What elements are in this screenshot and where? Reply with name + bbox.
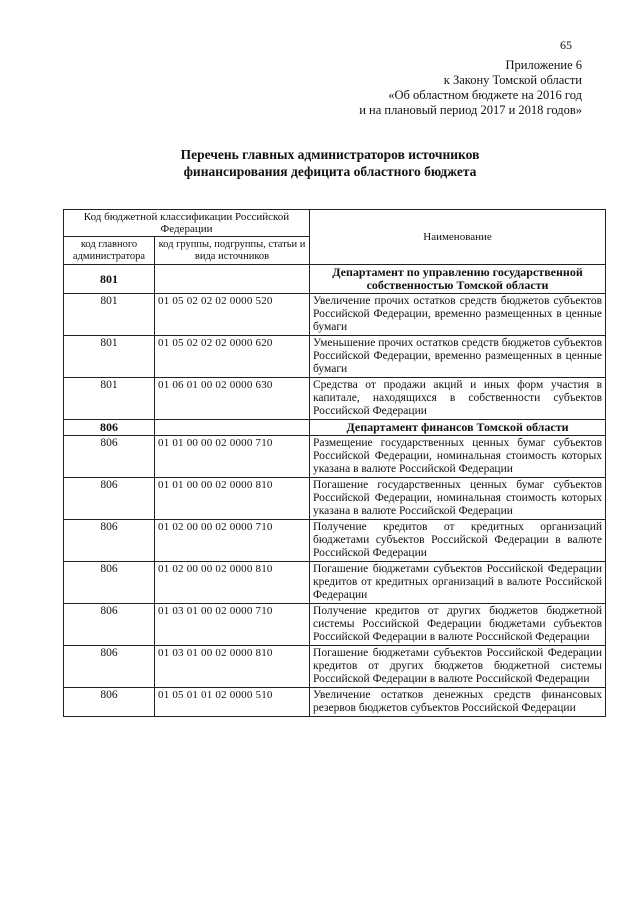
page-number: 65 — [560, 38, 572, 52]
source-name-cell: Погашение государственных ценных бумаг субъектов Российской Федерации, номинальная стоимость которых указана в валюте Российской Федерации — [310, 478, 606, 520]
admin-code-cell: 801 — [64, 294, 155, 336]
source-name-cell: Средства от продажи акций и иных форм участия в капитале, находящихся в собственности субъектов Российской Федерации — [310, 378, 606, 420]
header-source-code: код группы, подгруппы, статьи и вида источников — [155, 237, 310, 265]
source-code-cell: 01 02 00 00 02 0000 710 — [155, 520, 310, 562]
source-name-cell: Получение кредитов от кредитных организаций бюджетами субъектов Российской Федерации в валюте Российской Федерации — [310, 520, 606, 562]
source-code-cell: 01 05 02 02 02 0000 620 — [155, 336, 310, 378]
source-name-cell: Погашение бюджетами субъектов Российской Федерации кредитов от кредитных организаций в валюте Российской Федерации — [310, 562, 606, 604]
source-name-cell: Погашение бюджетами субъектов Российской Федерации кредитов от других бюджетов бюджетной системы Российской Федерации в валюте Российской Федерации — [310, 646, 606, 688]
appendix-line: «Об областном бюджете на 2016 год — [388, 88, 582, 102]
administrators-table — [63, 209, 606, 717]
table-row — [64, 378, 606, 420]
source-code-cell — [155, 265, 310, 294]
appendix-line: и на плановый период 2017 и 2018 годов» — [359, 103, 582, 117]
table-row — [64, 520, 606, 562]
table-row — [64, 688, 606, 717]
department-name-cell: Департамент по управлению государственной собственностью Томской области — [310, 265, 606, 294]
source-code-cell: 01 03 01 00 02 0000 710 — [155, 604, 310, 646]
admin-code-cell: 806 — [64, 478, 155, 520]
admin-code-cell: 806 — [64, 420, 155, 436]
source-code-cell: 01 05 02 02 02 0000 520 — [155, 294, 310, 336]
source-code-cell: 01 05 01 01 02 0000 510 — [155, 688, 310, 717]
source-code-cell — [155, 420, 310, 436]
department-row — [64, 420, 606, 436]
appendix-line: к Закону Томской области — [443, 73, 582, 87]
admin-code-cell: 801 — [64, 378, 155, 420]
source-name-cell: Увеличение прочих остатков средств бюджетов субъектов Российской Федерации, временно размещенных в ценные бумаги — [310, 294, 606, 336]
header-classification-code: Код бюджетной классификации Российской Федерации — [64, 210, 310, 237]
department-row — [64, 265, 606, 294]
admin-code-cell: 806 — [64, 646, 155, 688]
table-body — [64, 265, 606, 717]
admin-code-cell: 806 — [64, 562, 155, 604]
admin-code-cell: 806 — [64, 604, 155, 646]
admin-code-cell: 801 — [64, 265, 155, 294]
source-code-cell: 01 02 00 00 02 0000 810 — [155, 562, 310, 604]
appendix-reference — [262, 58, 582, 118]
admin-code-cell: 801 — [64, 336, 155, 378]
admin-code-cell: 806 — [64, 436, 155, 478]
source-name-cell: Увеличение остатков денежных средств финансовых резервов бюджетов субъектов Российской Федерации — [310, 688, 606, 717]
source-name-cell: Уменьшение прочих остатков средств бюджетов субъектов Российской Федерации, временно размещенных в ценные бумаги — [310, 336, 606, 378]
document-title — [80, 146, 580, 180]
title-line: финансирования дефицита областного бюджета — [183, 164, 477, 179]
table-row — [64, 436, 606, 478]
title-line: Перечень главных администраторов источников — [180, 147, 480, 162]
source-name-cell: Размещение государственных ценных бумаг субъектов Российской Федерации, номинальная стоимость которых указана в валюте Российской Федерации — [310, 436, 606, 478]
admin-code-cell: 806 — [64, 520, 155, 562]
admin-code-cell: 806 — [64, 688, 155, 717]
source-name-cell: Получение кредитов от других бюджетов бюджетной системы Российской Федерации бюджетами субъектов Российской Федерации в валюте Российской Федерации — [310, 604, 606, 646]
header-admin-code: код главного администратора — [64, 237, 155, 265]
table-row — [64, 604, 606, 646]
table-row — [64, 336, 606, 378]
appendix-line: Приложение 6 — [505, 58, 582, 72]
source-code-cell: 01 06 01 00 02 0000 630 — [155, 378, 310, 420]
table-row — [64, 562, 606, 604]
header-name: Наименование — [310, 210, 606, 265]
source-code-cell: 01 01 00 00 02 0000 710 — [155, 436, 310, 478]
source-code-cell: 01 03 01 00 02 0000 810 — [155, 646, 310, 688]
department-name-cell: Департамент финансов Томской области — [310, 420, 606, 436]
source-code-cell: 01 01 00 00 02 0000 810 — [155, 478, 310, 520]
table-row — [64, 646, 606, 688]
table-row — [64, 478, 606, 520]
table-row — [64, 294, 606, 336]
